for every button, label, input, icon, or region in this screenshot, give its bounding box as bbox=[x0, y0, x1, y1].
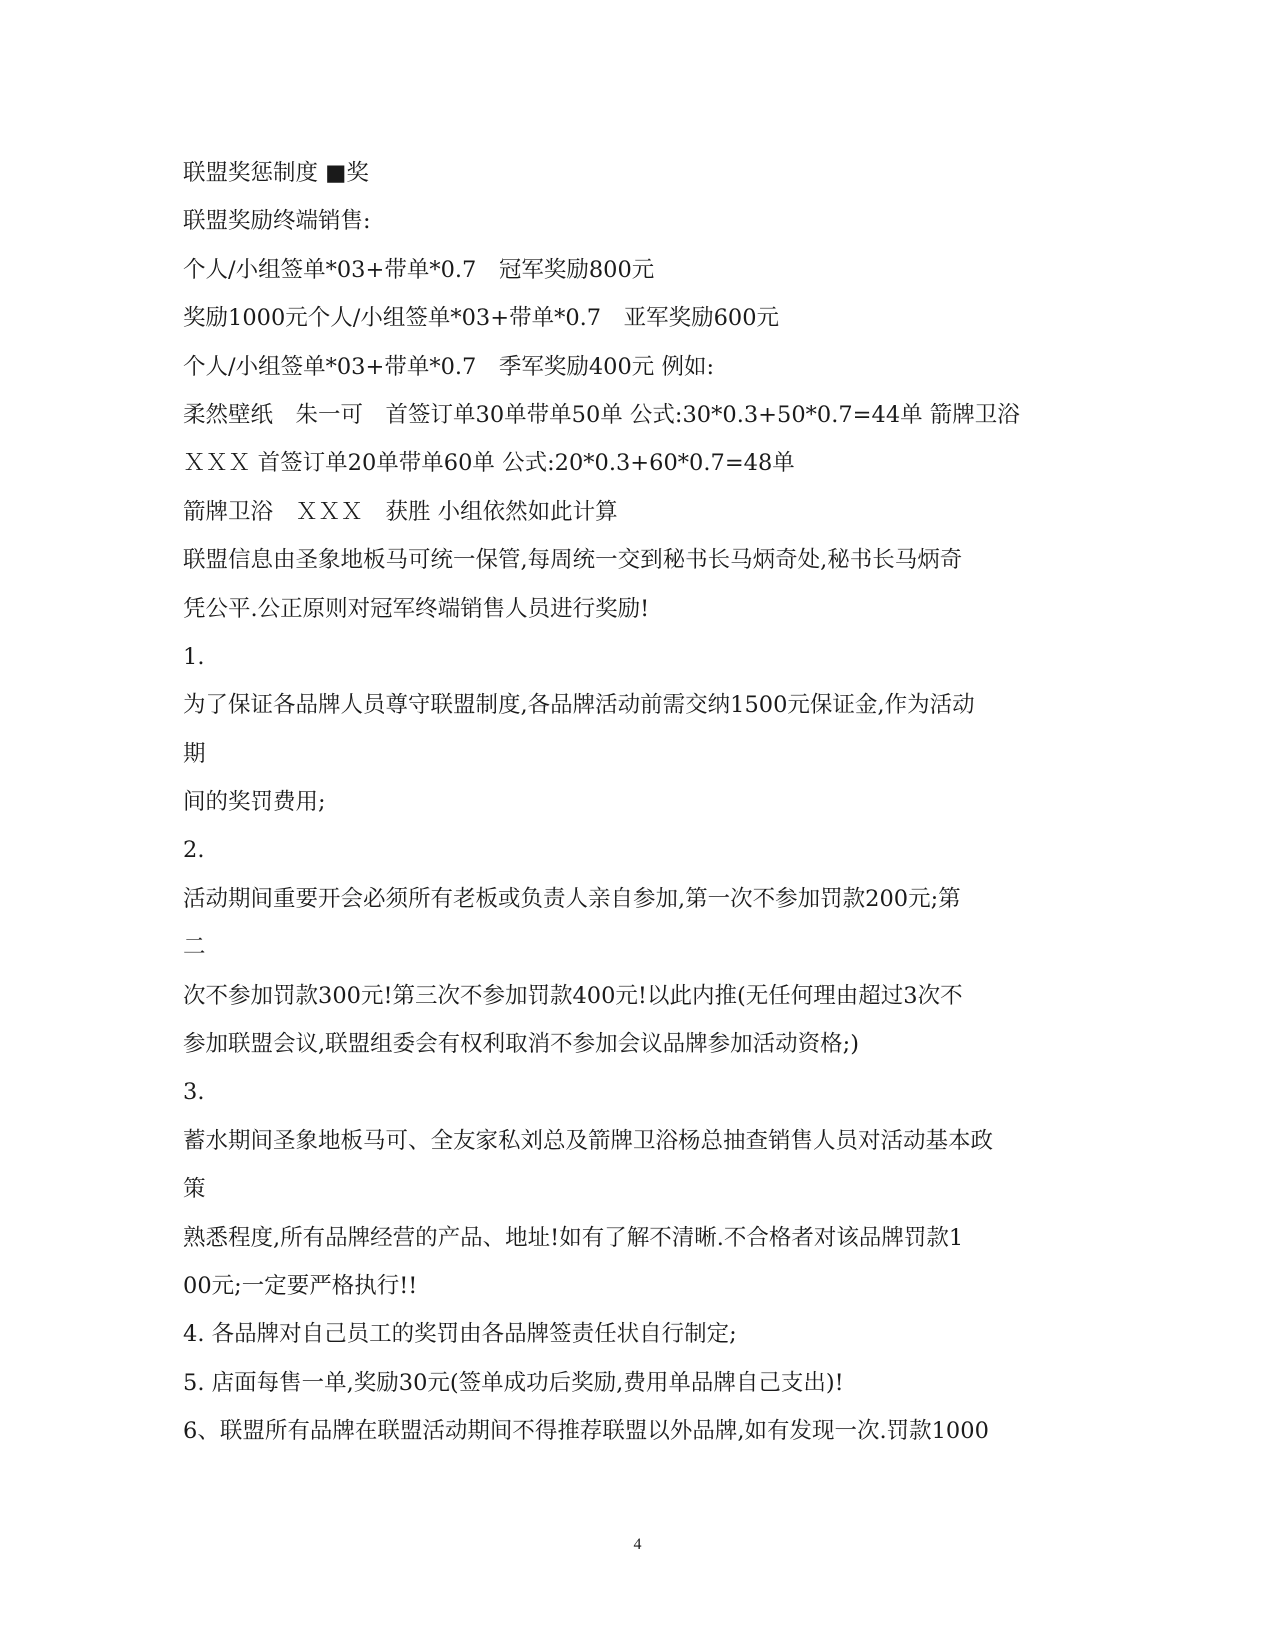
text-line: 凭公平.公正原则对冠军终端销售人员进行奖励! bbox=[183, 595, 650, 622]
text-line: 个人/小组签单*03+带单*0.7 季军奖励400元 例如: bbox=[183, 353, 715, 380]
text-line: 奖励1000元个人/小组签单*03+带单*0.7 亚军奖励600元 bbox=[183, 305, 780, 332]
list-item: 5. 店面每售一单,奖励30元(签单成功后奖励,费用单品牌自己支出)! bbox=[183, 1369, 844, 1396]
text-line: 蓄水期间圣象地板马可、全友家私刘总及箭牌卫浴杨总抽查销售人员对活动基本政 bbox=[183, 1127, 994, 1154]
text-line: 活动期间重要开会必须所有老板或负责人亲自参加,第一次不参加罚款200元;第 bbox=[183, 885, 961, 912]
text-line: 联盟奖励终端销售: bbox=[183, 208, 371, 235]
text-line: 联盟信息由圣象地板马可统一保管,每周统一交到秘书长马炳奇处,秘书长马炳奇 bbox=[183, 547, 963, 574]
text-line: 箭牌卫浴 ＸＸＸ 获胜 小组依然如此计算 bbox=[183, 498, 618, 525]
text-line: 00元;一定要严格执行!! bbox=[183, 1272, 418, 1299]
text-line: 间的奖罚费用; bbox=[183, 789, 326, 816]
text-line: 二 bbox=[183, 934, 206, 961]
text-line: 策 bbox=[183, 1176, 206, 1203]
body-text bbox=[183, 153, 1083, 1460]
text-line-title: 联盟奖惩制度 ■奖 bbox=[183, 160, 369, 186]
text-line: 期 bbox=[183, 740, 206, 767]
list-item: 6、联盟所有品牌在联盟活动期间不得推荐联盟以外品牌,如有发现一次.罚款1000 bbox=[183, 1418, 989, 1445]
text-line: 柔然壁纸 朱一可 首签订单30单带单50单 公式:30*0.3+50*0.7=44单 箭牌卫浴 bbox=[183, 401, 1020, 428]
list-number: 2. bbox=[183, 837, 205, 864]
page-number: 4 bbox=[633, 1536, 642, 1553]
text-line: 次不参加罚款300元!第三次不参加罚款400元!以此内推(无任何理由超过3次不 bbox=[183, 982, 963, 1009]
text-line: ＸＸＸ 首签订单20单带单60单 公式:20*0.3+60*0.7=48单 bbox=[183, 450, 795, 477]
list-number: 3. bbox=[183, 1079, 205, 1106]
text-line: 个人/小组签单*03+带单*0.7 冠军奖励800元 bbox=[183, 256, 655, 283]
text-line: 熟悉程度,所有品牌经营的产品、地址!如有了解不清晰.不合格者对该品牌罚款1 bbox=[183, 1224, 964, 1251]
list-item: 4. 各品牌对自己员工的奖罚由各品牌签责任状自行制定; bbox=[183, 1321, 737, 1348]
text-line: 为了保证各品牌人员尊守联盟制度,各品牌活动前需交纳1500元保证金,作为活动 bbox=[183, 692, 975, 719]
list-number: 1. bbox=[183, 643, 205, 670]
text-line: 参加联盟会议,联盟组委会有权利取消不参加会议品牌参加活动资格;) bbox=[183, 1031, 860, 1058]
